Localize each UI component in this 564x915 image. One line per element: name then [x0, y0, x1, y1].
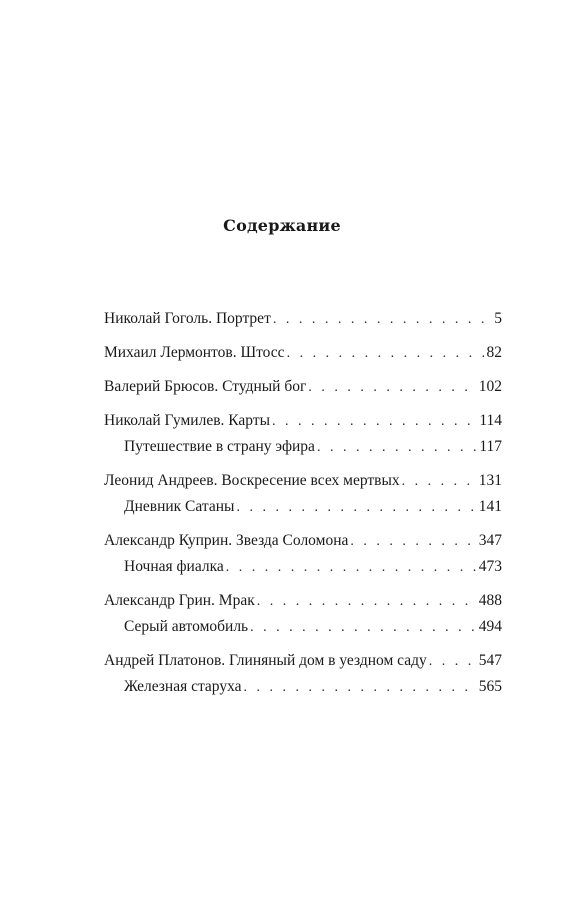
toc-page-number: 131: [478, 472, 502, 489]
dot-leader: [287, 341, 485, 367]
toc-page-number: 488: [478, 592, 502, 609]
toc-entry[interactable]: [104, 306, 502, 332]
toc-group: [104, 588, 502, 640]
toc-page-number: 473: [478, 558, 502, 575]
dot-leader: [244, 675, 477, 701]
toc-page-number: 5: [494, 310, 502, 327]
toc-subentry[interactable]: [104, 614, 502, 640]
dot-leader: [350, 529, 476, 555]
toc-group: [104, 528, 502, 580]
toc-subentry[interactable]: [104, 554, 502, 580]
dot-leader: [272, 409, 477, 435]
dot-leader: [317, 435, 477, 461]
toc-entry-title: Александр Куприн. Звезда Соломона: [104, 532, 349, 549]
page-title: Содержание: [223, 216, 341, 235]
toc-entry[interactable]: [104, 408, 502, 434]
toc-page-number: 117: [479, 438, 502, 455]
toc-entry-title: Дневник Сатаны: [124, 498, 235, 515]
toc-entry-title: Серый автомобиль: [124, 618, 249, 635]
dot-leader: [250, 615, 477, 641]
toc-page-number: 347: [478, 532, 502, 549]
toc-page-number: 102: [478, 378, 502, 395]
toc-entry[interactable]: [104, 528, 502, 554]
toc-entry[interactable]: [104, 340, 502, 366]
toc-group: [104, 340, 502, 366]
toc-group: [104, 408, 502, 460]
toc-entry-title: Железная старуха: [124, 678, 242, 695]
toc-entry-title: Путешествие в страну эфира: [124, 438, 315, 455]
dot-leader: [308, 375, 476, 401]
toc-group: [104, 468, 502, 520]
toc-page-number: 82: [486, 344, 502, 361]
toc-group: [104, 374, 502, 400]
toc-page-number: 141: [478, 498, 502, 515]
toc-page-number: 547: [478, 652, 502, 669]
toc-entry-title: Андрей Платонов. Глиняный дом в уездном саду: [104, 652, 427, 669]
toc-subentry[interactable]: [104, 434, 502, 460]
dot-leader: [273, 307, 492, 333]
table-of-contents: [104, 306, 502, 708]
toc-entry-title: Ночная фиалка: [124, 558, 224, 575]
dot-leader: [402, 469, 477, 495]
toc-entry[interactable]: [104, 588, 502, 614]
toc-entry[interactable]: [104, 468, 502, 494]
dot-leader: [257, 589, 477, 615]
toc-entry-title: Николай Гоголь. Портрет: [104, 310, 271, 327]
toc-page-number: 565: [478, 678, 502, 695]
toc-entry[interactable]: [104, 648, 502, 674]
toc-subentry[interactable]: [104, 674, 502, 700]
toc-page-number: 494: [478, 618, 502, 635]
toc-subentry[interactable]: [104, 494, 502, 520]
toc-group: [104, 306, 502, 332]
dot-leader: [226, 555, 477, 581]
dot-leader: [429, 649, 477, 675]
toc-entry[interactable]: [104, 374, 502, 400]
toc-entry-title: Николай Гумилев. Карты: [104, 412, 271, 429]
toc-group: [104, 648, 502, 700]
toc-entry-title: Михаил Лермонтов. Штосс: [104, 344, 285, 361]
toc-page-number: 114: [479, 412, 502, 429]
dot-leader: [236, 495, 476, 521]
toc-entry-title: Александр Грин. Мрак: [104, 592, 255, 609]
toc-entry-title: Валерий Брюсов. Студный бог: [104, 378, 307, 395]
toc-entry-title: Леонид Андреев. Воскресение всех мертвых: [104, 472, 400, 489]
